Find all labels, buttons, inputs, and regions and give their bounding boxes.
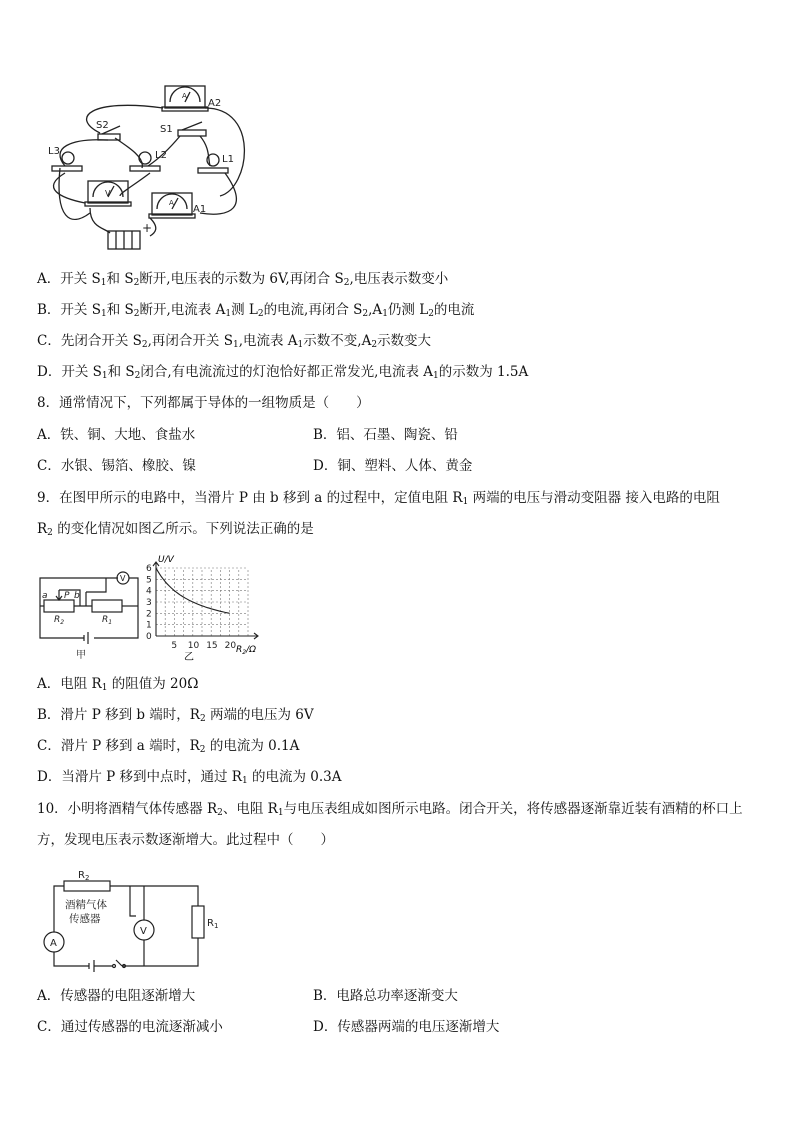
- q7-option-a: A．开关 $S_1$和 $S_2$断开,电压表的示数为 6V,再闭合 $S_2$,电压表示数变小: [37, 271, 449, 288]
- label-a1-face: A: [169, 199, 174, 207]
- q7-option-b: B．开关 $S_1$和 $S_2$断开,电流表 $A_1$测 $L_2$的电流,再闭合 $S_2,A_1$仍测 $L_2$的电流: [37, 302, 475, 319]
- sensor-label-line1: 酒精气体: [65, 899, 107, 911]
- q9-option-a: A．电阻 $R_1$ 的阻值为 20Ω: [37, 676, 199, 693]
- q8-option-b: B．铝、石墨、陶瓷、铅: [313, 427, 458, 443]
- x-tick-label: 20: [224, 641, 237, 651]
- q9-option-c: C．滑片 P 移到 a 端时，$R_2$ 的电流为 0.1A: [37, 738, 300, 755]
- label-l1: L1: [222, 154, 234, 165]
- label-l3: L3: [48, 146, 60, 157]
- label-a2: A2: [208, 98, 222, 109]
- q9-option-b: B．滑片 P 移到 b 端时，$R_2$ 两端的电压为 6V: [37, 707, 314, 724]
- label-s2: S2: [96, 120, 109, 131]
- q7-circuit-figure: [30, 78, 270, 258]
- q10-option-c: C．通过传感器的电流逐渐减小: [37, 1019, 223, 1035]
- y-tick-label: 1: [146, 620, 152, 631]
- q8-option-d: D．铜、塑料、人体、黄金: [313, 458, 473, 474]
- svg-text:V: V: [120, 574, 126, 583]
- q8-stem: 8．通常情况下，下列都属于导体的一组物质是（ ）: [37, 395, 370, 411]
- label-a1: A1: [193, 204, 207, 215]
- label-r2: $R_2$: [78, 870, 90, 882]
- y-tick-label: 2: [146, 609, 152, 620]
- x-tick-label: 10: [187, 641, 200, 651]
- caption-yi: 乙: [184, 652, 194, 663]
- label-r1: $R_1$: [102, 615, 113, 626]
- y-tick-label: 5: [146, 575, 152, 586]
- caption-jia: 甲: [76, 650, 86, 661]
- label-a2-face: A: [182, 92, 187, 100]
- sensor-label-line2: 传感器: [69, 913, 101, 925]
- y-tick-label: 0: [146, 632, 152, 642]
- q10-option-a: A．传感器的电阻逐渐增大: [37, 988, 196, 1004]
- graph-xlabel: $R_2/\Omega$: [236, 645, 257, 656]
- q10-stem-line2: 方，发现电压表示数逐渐增大。此过程中（ ）: [37, 832, 334, 848]
- q9-option-d: D．当滑片 P 移到中点时，通过 $R_1$ 的电流为 0.3A: [37, 769, 342, 786]
- label-s1: S1: [160, 124, 173, 135]
- q9-stem-line2: $R_2$ 的变化情况如图乙所示。下列说法正确的是: [37, 521, 314, 538]
- q9-graph-yi: [140, 554, 270, 666]
- q7-option-c: C．先闭合开关 $S_2$,再闭合开关 $S_1$,电流表 $A_1$示数不变$,A_2$示数变大: [37, 333, 432, 350]
- label-r2: $R_2$: [54, 615, 65, 626]
- q10-circuit-figure: [36, 866, 226, 976]
- x-tick-label: 15: [206, 641, 218, 651]
- x-tick-label: 5: [171, 641, 178, 651]
- q10-stem-line1: 10．小明将酒精气体传感器 $R_2$、电阻 $R_1$与电压表组成如图所示电路。闭合开关，将传感器逐渐靠近装有酒精的杯口上: [37, 801, 743, 818]
- q7-option-d: D．开关 $S_1$和 $S_2$闭合,有电流流过的灯泡恰好都正常发光,电流表 $A_1$的示数为 1.5A: [37, 364, 529, 381]
- q9-circuit-jia: [34, 562, 144, 662]
- voltmeter-label: V: [140, 926, 147, 937]
- y-tick-label: 4: [146, 586, 152, 597]
- q8-option-a: A．铁、铜、大地、食盐水: [37, 427, 196, 443]
- svg-text:P: P: [64, 591, 70, 601]
- label-r1: $R_1$: [207, 918, 219, 930]
- q8-option-c: C．水银、锡箔、橡胶、镍: [37, 458, 196, 474]
- graph-ylabel: U/V: [158, 555, 174, 565]
- q10-option-b: B．电路总功率逐渐变大: [313, 988, 458, 1004]
- label-voltmeter-face: V: [105, 189, 111, 198]
- svg-text:b: b: [74, 591, 80, 601]
- q10-option-d: D．传感器两端的电压逐渐增大: [313, 1019, 500, 1035]
- svg-text:a: a: [42, 591, 48, 601]
- battery-plus-sign: +: [142, 221, 153, 235]
- y-tick-label: 6: [146, 564, 152, 574]
- y-tick-label: 3: [146, 598, 152, 608]
- q9-stem-line1: 9．在图甲所示的电路中，当滑片 P 由 b 移到 a 的过程中，定值电阻 $R_1$ 两端的电压与滑动变阻器 接入电路的电阻: [37, 490, 720, 507]
- label-l2: L2: [155, 150, 167, 161]
- ammeter-label: A: [50, 938, 57, 949]
